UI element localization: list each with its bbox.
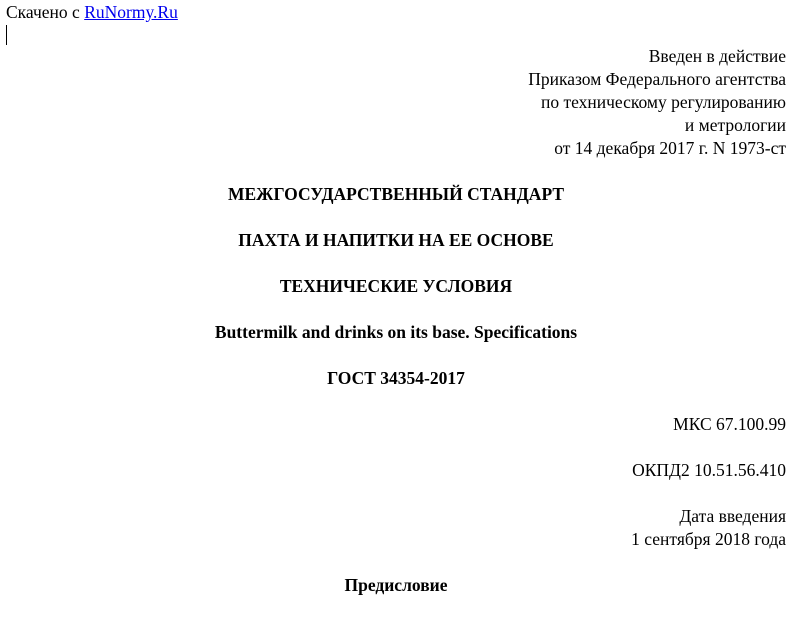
- english-title: Buttermilk and drinks on its base. Specifications: [214, 322, 578, 342]
- enactment-line: и метрологии: [684, 115, 786, 135]
- mks-code: МКС 67.100.99: [673, 414, 786, 434]
- enactment-block: [528, 45, 786, 160]
- download-prefix: Скачено с: [6, 2, 85, 22]
- text-cursor: [6, 25, 7, 45]
- enactment-line: по техническому регулированию: [540, 92, 786, 112]
- download-source-line: [6, 1, 178, 24]
- effective-date-label: Дата введения: [679, 506, 786, 526]
- enactment-line: Приказом Федерального агентства: [528, 69, 786, 89]
- enactment-line: Введен в действие: [648, 46, 786, 66]
- enactment-line: от 14 декабря 2017 г. N 1973-ст: [554, 138, 786, 158]
- gost-code: ГОСТ 34354-2017: [327, 368, 465, 388]
- product-heading: ПАХТА И НАПИТКИ НА ЕЕ ОСНОВЕ: [238, 230, 554, 250]
- okpd-code: ОКПД2 10.51.56.410: [632, 460, 786, 480]
- standard-type-heading: МЕЖГОСУДАРСТВЕННЫЙ СТАНДАРТ: [227, 184, 565, 204]
- foreword-heading: Предисловие: [344, 575, 448, 595]
- runormy-link[interactable]: RuNormy.Ru: [84, 2, 178, 22]
- effective-date: 1 сентября 2018 года: [631, 529, 786, 549]
- subject-heading: ТЕХНИЧЕСКИЕ УСЛОВИЯ: [279, 276, 513, 296]
